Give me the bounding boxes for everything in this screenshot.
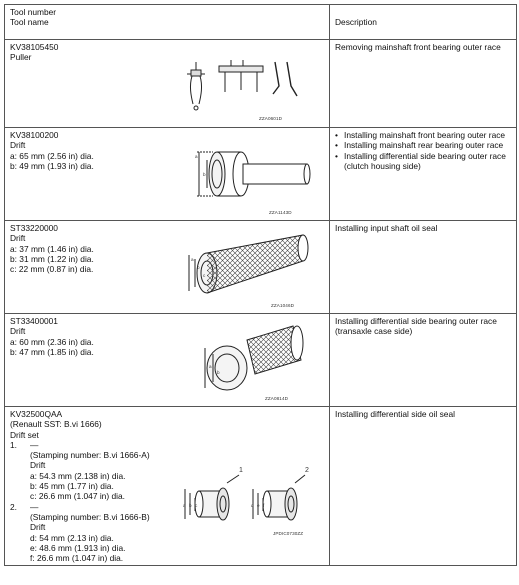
stamping-number: (Stamping number: B.vi 1666-A) [30,450,150,461]
dim-letter: a [183,503,186,508]
tool-spec: b: 49 mm (1.93 in) dia. [10,160,94,171]
tool-spec: a: 37 mm (1.46 in) dia. [10,243,94,254]
description-text: Installing input shaft oil seal [335,223,438,233]
dim-letter: a [191,257,194,262]
tool-spec: c: 22 mm (0.87 in) dia. [10,264,94,275]
item-dash: — [30,501,39,512]
figure-code: ZZA0601D [259,116,283,121]
list-item [10,440,324,450]
tool-number: KV32500QAA [10,409,63,419]
description-cell [330,221,517,314]
tool-cell [5,407,330,566]
tool-cell [5,314,330,407]
description-cell [330,128,517,221]
tool-spec: b: 47 mm (1.85 in) dia. [10,346,94,357]
header-tool-col [5,5,330,40]
puller-icon [183,56,303,112]
description-list [335,130,511,171]
tool-name: Puller [10,52,32,63]
header-tool-number: Tool number [10,7,57,17]
tool-spec: d: 54 mm (2.13 in) dia. [30,532,114,543]
tool-number: KV38100200 [10,130,59,140]
tool-cell [5,221,330,314]
figure-code: ZZA1046D [271,303,295,308]
table-row [5,40,517,128]
tool-cell [5,40,330,128]
tool-name: Drift [10,326,26,337]
knurled-drift-icon [185,233,315,299]
tool-spec: a: 60 mm (2.36 in) dia. [10,336,94,347]
description-cell [330,314,517,407]
knurled-drift-icon [201,322,311,394]
tool-number: ST33400001 [10,316,58,326]
dim-letter: b [203,172,206,177]
dim-letter: f [263,503,265,508]
tool-spec: f: 26.6 mm (1.047 in) dia. [30,553,124,564]
header-tool-name: Tool name [10,17,49,28]
tool-name: Drift set [10,429,39,440]
description-cell [330,407,517,566]
description-text: Installing differential side bearing outer race (transaxle case side) [335,316,497,336]
dim-letter: c [203,273,206,278]
tool-name: Drift [10,233,26,244]
header-description: Description [330,5,517,40]
description-cell [330,40,517,128]
dim-letter: c [195,503,198,508]
tool-number: KV38105450 [10,42,59,52]
tool-name: Drift [10,140,26,151]
callout-1: 1 [239,467,243,474]
dim-letter: b [189,503,192,508]
tool-spec: a: 54.3 mm (2.138 in) dia. [30,470,126,481]
tool-cell [5,128,330,221]
description-item: • Installing mainshaft front bearing outer race [335,130,511,140]
figure-code: ZZA0814D [265,396,289,401]
item-name: Drift [30,522,46,533]
tool-spec: b: 45 mm (1.77 in) dia. [30,481,114,492]
dim-letter: e [257,503,260,508]
table-row [5,128,517,221]
tool-number: ST33220000 [10,223,58,233]
table-row [5,314,517,407]
dim-letter: b [217,370,220,375]
table-row [5,407,517,566]
drift-icon [181,146,321,202]
table-header-row [5,5,517,40]
description-text: Removing mainshaft front bearing outer race [335,42,501,52]
description-item: • Installing mainshaft rear bearing outer race [335,140,511,150]
special-tools-table [4,4,517,566]
tool-spec: a: 65 mm (2.56 in) dia. [10,150,94,161]
dim-letter: d [251,503,254,508]
figure-code: JPDIC0730ZZ [273,531,304,536]
table-row [5,221,517,314]
description-item: • Installing differential side bearing outer race (clutch housing side) [335,151,511,172]
renault-sst: (Renault SST: B.vi 1666) [10,419,102,430]
item-name: Drift [30,460,46,471]
dim-letter: a [195,154,198,159]
callout-2: 2 [305,467,309,474]
tool-spec: e: 48.6 mm (1.913 in) dia. [30,542,126,553]
tool-spec: c: 26.6 mm (1.047 in) dia. [30,491,125,502]
stamping-number: (Stamping number: B.vi 1666-B) [30,511,150,522]
description-text: Installing differential side oil seal [335,409,455,419]
dim-letter: a [209,364,212,369]
figure-code: ZZA1143D [269,210,292,215]
item-dash: — [30,439,39,450]
drift-set-icon [181,471,321,531]
item-number: 1. [10,439,17,450]
dim-letter: b [197,265,200,270]
item-number: 2. [10,501,17,512]
tool-spec: b: 31 mm (1.22 in) dia. [10,253,94,264]
